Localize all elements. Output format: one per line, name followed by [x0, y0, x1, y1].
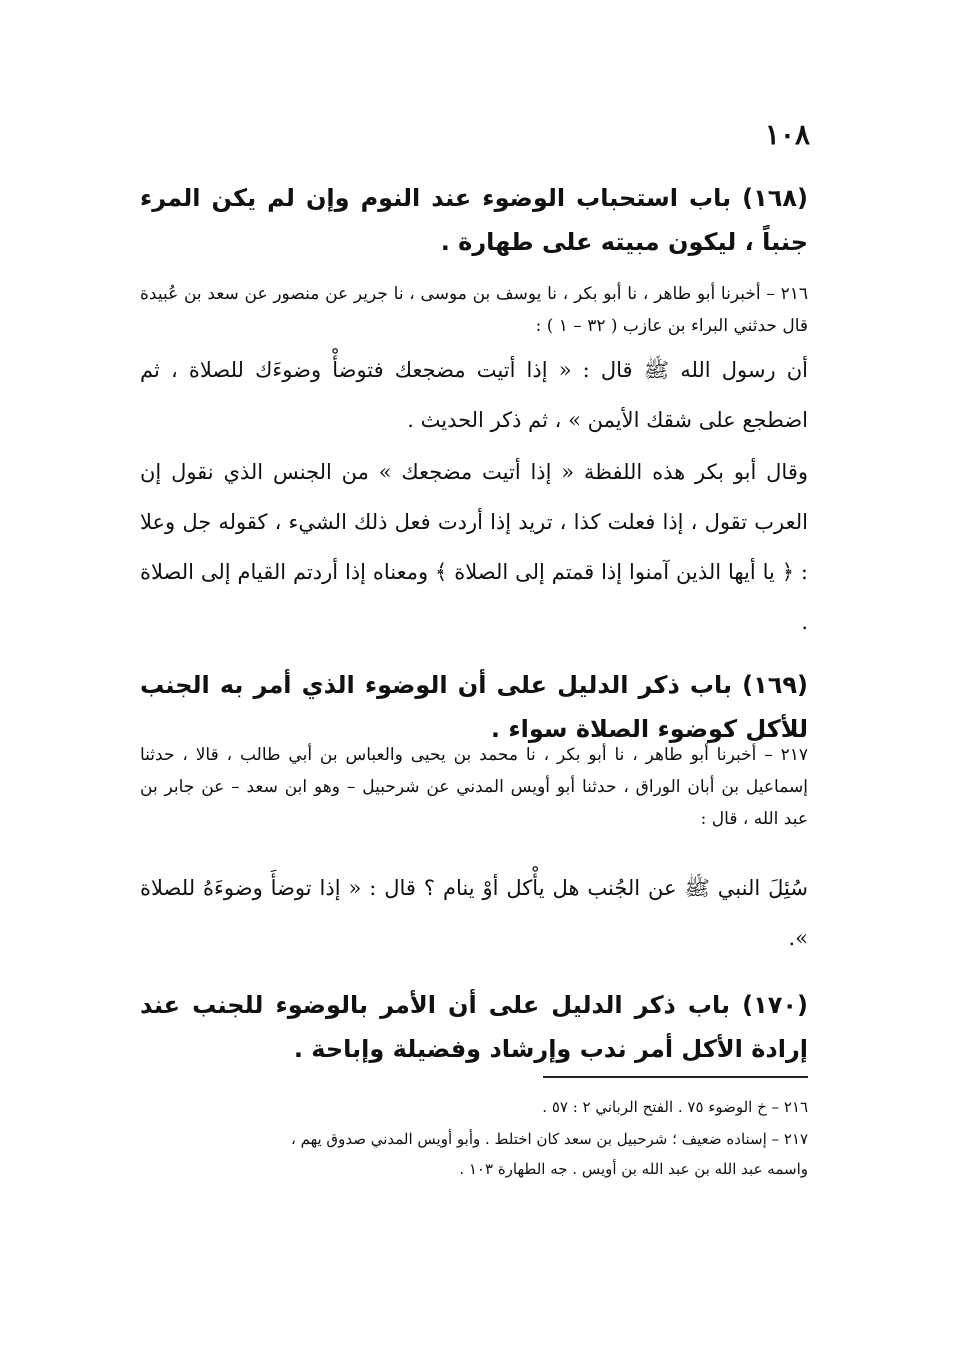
footnote-divider [543, 1076, 808, 1078]
hadith-matn-216: أن رسول الله ﷺ قال : « إذا أتيت مضجعك فتوضأْ وضوءَك للصلاة ، ثم اضطجع على شقك الأيمن » ، ثم ذكر الحديث . [140, 358, 808, 432]
footnote-216: ٢١٦ – خ الوضوء ٧٥ . الفتح الرباني ٢ : ٥٧ . [542, 1098, 808, 1116]
footnote-217: ٢١٧ – إسناده ضعيف ؛ شرحبيل بن سعد كان اختلط . وأبو أويس المدني صدوق يهم ، [290, 1130, 808, 1148]
hadith-matn-217: سُئِلَ النبي ﷺ عن الجُنب هل يأْكل أوْ ينام ؟ قال : « إذا توضأَ وضوءَهُ للصلاة ». [140, 876, 808, 950]
hadith-isnad-216: ٢١٦ – أخبرنا أبو طاهر ، نا أبو بكر ، نا يوسف بن موسى ، نا جرير عن منصور عن سعد بن عُبيدة قال حدثني البراء بن عازب ( ٣٢ – ١ ) : [140, 284, 808, 336]
hadith-isnad-217: ٢١٧ – أخبرنا أبو طاهر ، نا أبو بكر ، نا محمد بن يحيى والعباس بن أبي طالب ، قالا ، حدثنا إسماعيل بن أبان الوراق ، حدثنا أبو أويس المدني عن شرحبيل – وهو ابن سعد – عن جابر بن عبد الله ، قال : [140, 745, 808, 829]
footnote-217-continuation: واسمه عبد الله بن عبد الله بن أويس . جه الطهارة ١٠٣ . [459, 1160, 808, 1178]
section-heading-168: (١٦٨) باب استحباب الوضوء عند النوم وإن لم يكن المرء جنباً ، ليكون مبيته على طهارة . [140, 184, 808, 256]
commentary-paragraph: وقال أبو بكر هذه اللفظة « إذا أتيت مضجعك » من الجنس الذي نقول إن العرب تقول ، إذا فعلت كذا ، تريد إذا أردت فعل ذلك الشيء ، كقوله جل وعلا : ﴿ يا أيها الذين آمنوا إذا قمتم إلى الصلاة ﴾ ومعناه إذا أردتم القيام إلى الصلاة . [140, 460, 808, 634]
page-number: ١٠٨ [764, 118, 810, 151]
section-heading-169: (١٦٩) باب ذكر الدليل على أن الوضوء الذي أمر به الجنب للأكل كوضوء الصلاة سواء . [140, 671, 808, 743]
section-heading-170: (١٧٠) باب ذكر الدليل على أن الأمر بالوضوء للجنب عند إرادة الأكل أمر ندب وإرشاد وفضيلة وإباحة . [140, 991, 808, 1063]
